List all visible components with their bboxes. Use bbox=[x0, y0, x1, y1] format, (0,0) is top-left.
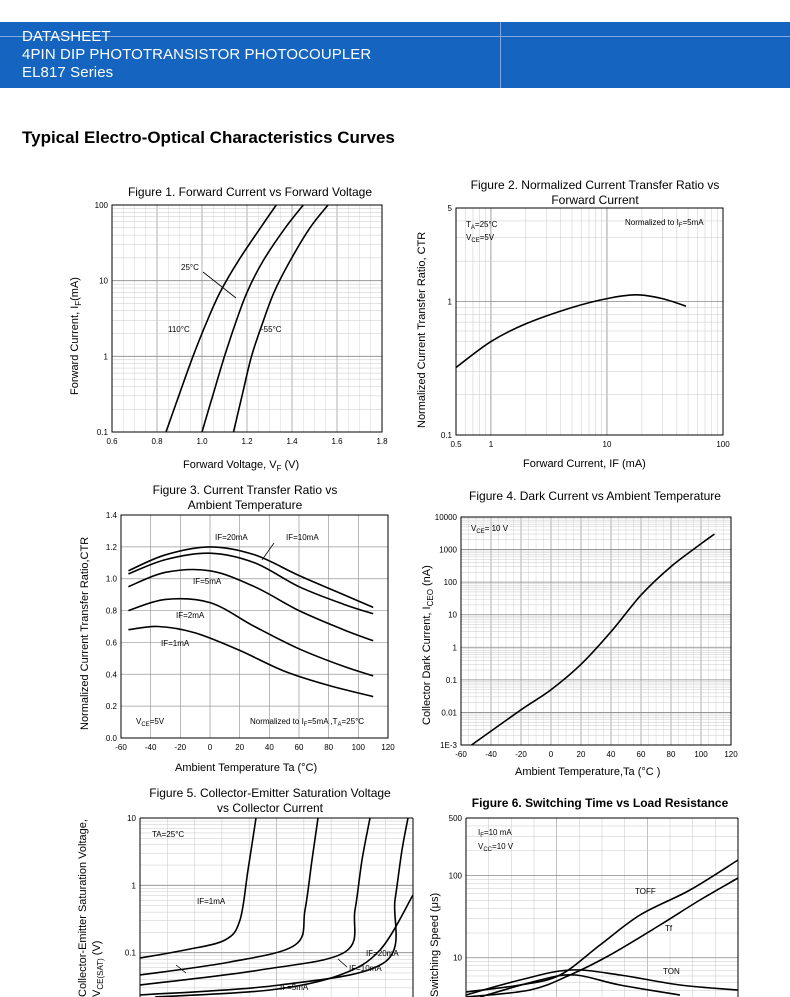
fig3-ytick-label: 0.0 bbox=[105, 734, 117, 743]
fig5-ytick-label: 10 bbox=[127, 814, 136, 823]
fig3-ann-10ma: IF=10mA bbox=[286, 533, 319, 542]
fig3-normalized-note: Normalized to $I_F=5mA$ $,T_A=25^\circ C$ bbox=[250, 717, 365, 728]
fig3-series-if-5ma bbox=[128, 570, 373, 641]
fig3-xtick-label: 0 bbox=[207, 743, 213, 752]
fig1-xtick-label: 1.4 bbox=[286, 437, 298, 446]
fig4-ytick-label: 1000 bbox=[439, 545, 457, 555]
fig5-ylabel-line1: Collector-Emitter Saturation Voltage, bbox=[77, 819, 89, 997]
fig3-ytick-label: 1.0 bbox=[105, 574, 117, 584]
fig3-ann-5ma: IF=5mA bbox=[193, 577, 222, 586]
fig1-ytick-label: 0.1 bbox=[96, 428, 108, 437]
fig5-ann-20ma: IF=20mA bbox=[366, 949, 399, 958]
fig1-xtick-label: 0.8 bbox=[151, 437, 163, 446]
fig3-title-line1: Figure 3. Current Transfer Ratio vs bbox=[152, 483, 338, 497]
fig6-title: Figure 6. Switching Time vs Load Resistance bbox=[471, 796, 729, 810]
fig3-title-line2: Ambient Temperature bbox=[187, 498, 303, 512]
fig3-series-if-10ma bbox=[128, 553, 373, 614]
fig2-ylabel: Normalized Current Transfer Ratio, CTR bbox=[416, 231, 428, 428]
fig1-xtick-label: 1.8 bbox=[376, 437, 388, 446]
fig3-series-if-20ma bbox=[128, 547, 373, 608]
fig3-ylabel: Normalized Current Transfer Ratio,CTR bbox=[79, 536, 91, 730]
fig4-title: Figure 4. Dark Current vs Ambient Temperature bbox=[469, 489, 721, 503]
fig3-ann-2ma: IF=2mA bbox=[176, 611, 205, 620]
fig3-xtick-label: 40 bbox=[264, 743, 274, 752]
fig1-title: Figure 1. Forward Current vs Forward Voltage bbox=[127, 185, 373, 199]
fig4-cond-vce: $V_{CE}= 10$ V bbox=[471, 524, 509, 535]
fig2-frame bbox=[456, 208, 723, 435]
fig4-xlabel: Ambient Temperature,Ta (°C ) bbox=[515, 766, 661, 778]
fig3-ytick-label: 0.8 bbox=[105, 606, 117, 616]
fig4-xtick-label: -40 bbox=[485, 750, 497, 759]
fig4-ytick-label: 100 bbox=[443, 578, 457, 588]
fig1-xtick-label: 1.0 bbox=[196, 437, 208, 446]
fig3-xtick-label: -60 bbox=[115, 743, 127, 752]
fig2-normalized-note: Normalized to $I_F=5mA$ bbox=[625, 218, 704, 229]
fig3-plot bbox=[106, 511, 395, 752]
fig2-xtick-label: 100 bbox=[716, 440, 730, 449]
fig6-cond-vcc: $V_{CC}=10$ V bbox=[478, 842, 514, 853]
fig1-ytick-label: 100 bbox=[94, 201, 108, 210]
fig2-ytick-label: 5 bbox=[447, 204, 452, 213]
fig3-ann-arrow bbox=[262, 543, 274, 560]
fig3-ytick-label: 1.4 bbox=[105, 511, 117, 520]
fig5-cond-ta: TA=25°C bbox=[152, 830, 185, 839]
fig5-series-if-5ma-b bbox=[155, 895, 413, 997]
fig3-xlabel: Ambient Temperature Ta (°C) bbox=[175, 762, 318, 774]
fig6-ytick-label: 100 bbox=[448, 871, 462, 881]
fig1-ann-110c: 110°C bbox=[168, 325, 190, 334]
fig5-ytick-label: 1 bbox=[131, 881, 136, 891]
fig2-title-line2: Forward Current bbox=[551, 193, 639, 207]
fig1-ytick-label: 10 bbox=[99, 276, 108, 286]
fig5-ann-1ma: IF=1mA bbox=[197, 897, 226, 906]
fig1-ylabel: Forward Current, $I_F(mA)$ bbox=[69, 277, 83, 395]
fig5-ann-5ma: IF=5mA bbox=[280, 983, 309, 992]
fig3-xtick-label: -20 bbox=[174, 743, 187, 752]
fig1-ytick-label: 1 bbox=[103, 352, 108, 362]
fig2-xlabel: Forward Current, IF (mA) bbox=[523, 458, 646, 470]
fig4-xtick-label: 40 bbox=[606, 750, 616, 759]
fig1-plot bbox=[95, 201, 388, 446]
fig4-xtick-label: 60 bbox=[636, 750, 646, 759]
fig4-ytick-label: 0.01 bbox=[441, 708, 457, 718]
fig6-ytick-label: 500 bbox=[448, 814, 462, 823]
header-line-2: 4PIN DIP PHOTOTRANSISTOR PHOTOCOUPLER bbox=[22, 46, 372, 63]
fig1-ann-n55c: -55°C bbox=[261, 325, 282, 334]
fig6-cond-if: $I_F=10$ mA bbox=[478, 828, 512, 839]
fig4-ytick-label: 1 bbox=[452, 643, 457, 653]
fig5-labels bbox=[77, 819, 399, 997]
fig4-ytick-label: 10000 bbox=[434, 513, 457, 522]
fig3-ytick-label: 0.2 bbox=[105, 702, 117, 712]
fig5-title-line1: Figure 5. Collector-Emitter Saturation Voltage bbox=[149, 786, 391, 800]
fig4-xtick-label: 80 bbox=[666, 750, 676, 759]
fig5-title-line2: vs Collector Current bbox=[216, 801, 324, 815]
fig6-ytick-label: 10 bbox=[453, 953, 462, 963]
fig1-xlabel: Forward Voltage, $V_F$ (V) bbox=[183, 459, 300, 473]
fig5-ann-10ma: IF=10mA bbox=[349, 964, 382, 973]
fig4-ytick-label: 0.1 bbox=[445, 675, 457, 685]
fig3-xtick-label: -40 bbox=[144, 743, 157, 752]
fig3-xtick-label: 120 bbox=[381, 743, 395, 752]
fig2-ytick-label: 0.1 bbox=[440, 431, 452, 440]
fig4-plot bbox=[435, 513, 738, 759]
fig4-xtick-label: 0 bbox=[548, 750, 554, 759]
fig3-xtick-label: 80 bbox=[324, 743, 334, 752]
fig3-ann-20ma: IF=20mA bbox=[215, 533, 248, 542]
fig4-xtick-label: 120 bbox=[724, 750, 738, 759]
fig2-xtick-label: 0.5 bbox=[450, 440, 462, 449]
fig5-series-if-10ma bbox=[140, 818, 370, 985]
fig3-cond-vce: $V_{CE}=5V$ bbox=[136, 717, 165, 728]
fig5-ytick-label: 0.1 bbox=[124, 948, 136, 958]
section-title: Typical Electro-Optical Characteristics Curves bbox=[22, 128, 395, 147]
fig2-xtick-label: 10 bbox=[602, 440, 612, 449]
fig4-xtick-label: -20 bbox=[515, 750, 527, 759]
fig1-ann-25c: 25°C bbox=[181, 263, 199, 272]
fig3-series-if-1ma bbox=[128, 626, 373, 696]
fig5-ylabel-line2: $V_{CE(SAT)}$ (V) bbox=[91, 940, 105, 997]
fig3-ytick-label: 0.4 bbox=[105, 670, 117, 680]
fig6-ann-tf: Tf bbox=[665, 924, 673, 933]
fig4-ytick-label: 10 bbox=[448, 610, 457, 620]
fig2-cond-vce: $V_{CE}=5V$ bbox=[466, 233, 495, 244]
fig2-xtick-label: 1 bbox=[488, 440, 494, 449]
fig4-xtick-label: 100 bbox=[694, 750, 708, 759]
fig5-series-if-1ma bbox=[140, 818, 256, 958]
fig4-xtick-label: 20 bbox=[576, 750, 586, 759]
fig4-ytick-label: 1E-3 bbox=[440, 741, 457, 750]
fig3-xtick-label: 20 bbox=[235, 743, 245, 752]
fig3-ytick-label: 1.2 bbox=[105, 542, 117, 552]
fig3-xtick-label: 100 bbox=[351, 743, 366, 752]
fig1-xtick-label: 1.2 bbox=[241, 437, 253, 446]
fig2-labels bbox=[416, 218, 704, 470]
header-line-3: EL817 Series bbox=[22, 64, 114, 81]
fig2-cond-ta: $T_A=25^\circ C$ bbox=[466, 220, 498, 231]
fig1-xtick-label: 0.6 bbox=[106, 437, 118, 446]
fig2-title-line1: Figure 2. Normalized Current Transfer Ratio vs bbox=[470, 178, 720, 192]
fig2-ytick-label: 1 bbox=[447, 297, 452, 307]
fig3-ytick-label: 0.6 bbox=[105, 638, 117, 648]
header-line-1: DATASHEET bbox=[22, 28, 111, 45]
fig3-ann-1ma: IF=1mA bbox=[161, 639, 190, 648]
fig6-ylabel: Switching Speed (μs) bbox=[429, 892, 441, 997]
fig1-series-110-c bbox=[166, 205, 276, 432]
fig3-xtick-label: 60 bbox=[294, 743, 304, 752]
fig6-ann-toff: TOFF bbox=[635, 887, 656, 896]
fig4-xtick-label: -60 bbox=[455, 750, 467, 759]
fig6-ann-ton: TON bbox=[663, 967, 680, 976]
fig4-series-iceo bbox=[472, 534, 715, 745]
fig1-xtick-label: 1.6 bbox=[331, 437, 343, 446]
fig4-ylabel: Collector Dark Current, $I_{CEO}$ (nA) bbox=[421, 565, 435, 725]
fig5-series-if-5ma bbox=[140, 818, 318, 975]
